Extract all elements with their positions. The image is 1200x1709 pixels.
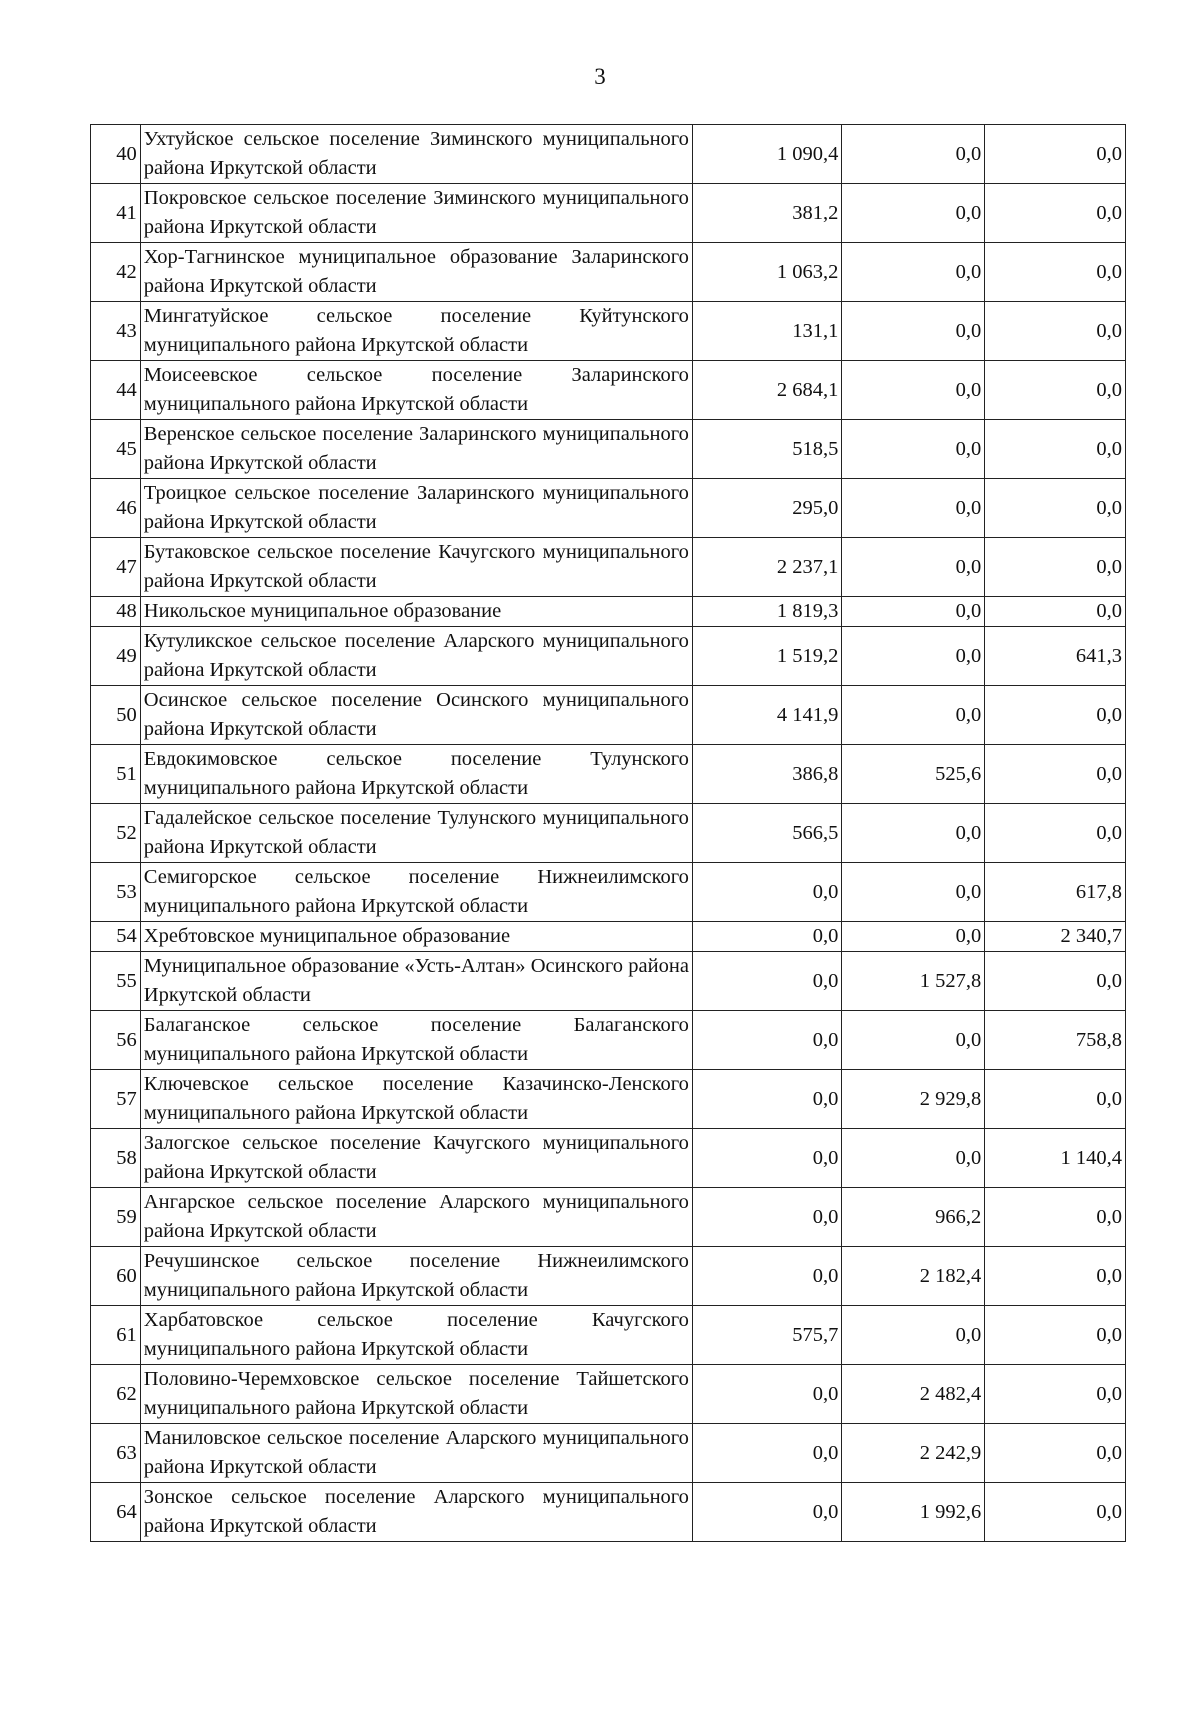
value-cell-2: 0,0 bbox=[842, 302, 985, 361]
value-cell-2: 0,0 bbox=[842, 479, 985, 538]
row-number-cell: 64 bbox=[91, 1483, 141, 1542]
municipality-name-cell: Троицкое сельское поселение Заларинского муниципального района Иркутской области bbox=[140, 479, 692, 538]
value-cell-2: 0,0 bbox=[842, 243, 985, 302]
municipality-name-cell: Семигорское сельское поселение Нижнеилимского муниципального района Иркутской области bbox=[140, 863, 692, 922]
value-cell-3: 0,0 bbox=[985, 745, 1126, 804]
municipality-name-cell: Ухтуйское сельское поселение Зиминского муниципального района Иркутской области bbox=[140, 125, 692, 184]
value-cell-3: 0,0 bbox=[985, 1483, 1126, 1542]
municipality-name-cell: Евдокимовское сельское поселение Тулунского муниципального района Иркутской области bbox=[140, 745, 692, 804]
value-cell-2: 0,0 bbox=[842, 361, 985, 420]
municipality-name-cell: Гадалейское сельское поселение Тулунского муниципального района Иркутской области bbox=[140, 804, 692, 863]
value-cell-2: 0,0 bbox=[842, 922, 985, 952]
value-cell-3: 0,0 bbox=[985, 125, 1126, 184]
municipality-name-cell: Хребтовское муниципальное образование bbox=[140, 922, 692, 952]
municipality-name-cell: Половино-Черемховское сельское поселение Тайшетского муниципального района Иркутской области bbox=[140, 1365, 692, 1424]
value-cell-1: 0,0 bbox=[692, 1188, 841, 1247]
table-row bbox=[91, 1424, 1126, 1483]
value-cell-1: 566,5 bbox=[692, 804, 841, 863]
value-cell-1: 1 063,2 bbox=[692, 243, 841, 302]
value-cell-1: 381,2 bbox=[692, 184, 841, 243]
value-cell-3: 0,0 bbox=[985, 1247, 1126, 1306]
value-cell-3: 0,0 bbox=[985, 538, 1126, 597]
value-cell-3: 0,0 bbox=[985, 1365, 1126, 1424]
value-cell-1: 518,5 bbox=[692, 420, 841, 479]
table-row bbox=[91, 627, 1126, 686]
municipality-name-cell: Муниципальное образование «Усть-Алтан» Осинского района Иркутской области bbox=[140, 952, 692, 1011]
table-row bbox=[91, 922, 1126, 952]
value-cell-3: 0,0 bbox=[985, 804, 1126, 863]
table-row bbox=[91, 863, 1126, 922]
table-row bbox=[91, 1070, 1126, 1129]
row-number-cell: 57 bbox=[91, 1070, 141, 1129]
value-cell-3: 0,0 bbox=[985, 1424, 1126, 1483]
value-cell-2: 966,2 bbox=[842, 1188, 985, 1247]
row-number-cell: 48 bbox=[91, 597, 141, 627]
row-number-cell: 45 bbox=[91, 420, 141, 479]
value-cell-1: 575,7 bbox=[692, 1306, 841, 1365]
value-cell-3: 0,0 bbox=[985, 302, 1126, 361]
value-cell-2: 0,0 bbox=[842, 804, 985, 863]
value-cell-2: 2 482,4 bbox=[842, 1365, 985, 1424]
value-cell-2: 0,0 bbox=[842, 184, 985, 243]
municipality-name-cell: Хор-Тагнинское муниципальное образование Заларинского района Иркутской области bbox=[140, 243, 692, 302]
value-cell-2: 0,0 bbox=[842, 686, 985, 745]
value-cell-2: 0,0 bbox=[842, 597, 985, 627]
value-cell-3: 0,0 bbox=[985, 243, 1126, 302]
value-cell-1: 0,0 bbox=[692, 1247, 841, 1306]
table-row bbox=[91, 1129, 1126, 1188]
row-number-cell: 44 bbox=[91, 361, 141, 420]
row-number-cell: 40 bbox=[91, 125, 141, 184]
value-cell-2: 2 242,9 bbox=[842, 1424, 985, 1483]
value-cell-3: 1 140,4 bbox=[985, 1129, 1126, 1188]
value-cell-2: 525,6 bbox=[842, 745, 985, 804]
value-cell-1: 0,0 bbox=[692, 1365, 841, 1424]
value-cell-3: 0,0 bbox=[985, 1070, 1126, 1129]
row-number-cell: 60 bbox=[91, 1247, 141, 1306]
value-cell-1: 2 684,1 bbox=[692, 361, 841, 420]
table-row bbox=[91, 243, 1126, 302]
value-cell-1: 0,0 bbox=[692, 922, 841, 952]
municipality-name-cell: Кутуликское сельское поселение Аларского муниципального района Иркутской области bbox=[140, 627, 692, 686]
value-cell-1: 0,0 bbox=[692, 952, 841, 1011]
municipality-name-cell: Речушинское сельское поселение Нижнеилимского муниципального района Иркутской области bbox=[140, 1247, 692, 1306]
value-cell-1: 1 090,4 bbox=[692, 125, 841, 184]
row-number-cell: 43 bbox=[91, 302, 141, 361]
value-cell-1: 386,8 bbox=[692, 745, 841, 804]
value-cell-1: 0,0 bbox=[692, 863, 841, 922]
value-cell-2: 0,0 bbox=[842, 1129, 985, 1188]
table-row bbox=[91, 302, 1126, 361]
value-cell-3: 0,0 bbox=[985, 1188, 1126, 1247]
table-row bbox=[91, 1306, 1126, 1365]
table-row bbox=[91, 597, 1126, 627]
table-row bbox=[91, 125, 1126, 184]
value-cell-2: 0,0 bbox=[842, 627, 985, 686]
value-cell-1: 1 519,2 bbox=[692, 627, 841, 686]
table-row bbox=[91, 1011, 1126, 1070]
value-cell-1: 0,0 bbox=[692, 1129, 841, 1188]
value-cell-1: 295,0 bbox=[692, 479, 841, 538]
value-cell-3: 0,0 bbox=[985, 184, 1126, 243]
municipality-name-cell: Залогское сельское поселение Качугского муниципального района Иркутской области bbox=[140, 1129, 692, 1188]
value-cell-2: 0,0 bbox=[842, 125, 985, 184]
value-cell-3: 2 340,7 bbox=[985, 922, 1126, 952]
allocation-table bbox=[90, 124, 1126, 1542]
value-cell-3: 0,0 bbox=[985, 479, 1126, 538]
municipality-name-cell: Маниловское сельское поселение Аларского муниципального района Иркутской области bbox=[140, 1424, 692, 1483]
municipality-name-cell: Покровское сельское поселение Зиминского муниципального района Иркутской области bbox=[140, 184, 692, 243]
table-body bbox=[91, 125, 1126, 1542]
value-cell-1: 0,0 bbox=[692, 1011, 841, 1070]
value-cell-1: 131,1 bbox=[692, 302, 841, 361]
value-cell-1: 4 141,9 bbox=[692, 686, 841, 745]
row-number-cell: 41 bbox=[91, 184, 141, 243]
value-cell-2: 2 929,8 bbox=[842, 1070, 985, 1129]
value-cell-3: 0,0 bbox=[985, 952, 1126, 1011]
row-number-cell: 54 bbox=[91, 922, 141, 952]
row-number-cell: 63 bbox=[91, 1424, 141, 1483]
value-cell-3: 641,3 bbox=[985, 627, 1126, 686]
value-cell-2: 1 527,8 bbox=[842, 952, 985, 1011]
table-row bbox=[91, 361, 1126, 420]
value-cell-3: 758,8 bbox=[985, 1011, 1126, 1070]
row-number-cell: 53 bbox=[91, 863, 141, 922]
table-row bbox=[91, 686, 1126, 745]
municipality-name-cell: Никольское муниципальное образование bbox=[140, 597, 692, 627]
municipality-name-cell: Зонское сельское поселение Аларского муниципального района Иркутской области bbox=[140, 1483, 692, 1542]
value-cell-3: 0,0 bbox=[985, 420, 1126, 479]
value-cell-2: 2 182,4 bbox=[842, 1247, 985, 1306]
municipality-name-cell: Веренское сельское поселение Заларинского муниципального района Иркутской области bbox=[140, 420, 692, 479]
value-cell-3: 0,0 bbox=[985, 597, 1126, 627]
page-number: 3 bbox=[594, 64, 606, 89]
value-cell-3: 0,0 bbox=[985, 686, 1126, 745]
row-number-cell: 56 bbox=[91, 1011, 141, 1070]
table-row bbox=[91, 1483, 1126, 1542]
value-cell-2: 0,0 bbox=[842, 1306, 985, 1365]
municipality-name-cell: Моисеевское сельское поселение Заларинского муниципального района Иркутской области bbox=[140, 361, 692, 420]
table-row bbox=[91, 952, 1126, 1011]
value-cell-3: 617,8 bbox=[985, 863, 1126, 922]
row-number-cell: 50 bbox=[91, 686, 141, 745]
value-cell-2: 0,0 bbox=[842, 1011, 985, 1070]
row-number-cell: 51 bbox=[91, 745, 141, 804]
value-cell-1: 0,0 bbox=[692, 1483, 841, 1542]
table-row bbox=[91, 804, 1126, 863]
value-cell-1: 0,0 bbox=[692, 1424, 841, 1483]
table-row bbox=[91, 538, 1126, 597]
row-number-cell: 46 bbox=[91, 479, 141, 538]
table-row bbox=[91, 420, 1126, 479]
municipality-name-cell: Ангарское сельское поселение Аларского муниципального района Иркутской области bbox=[140, 1188, 692, 1247]
municipality-name-cell: Балаганское сельское поселение Балаганского муниципального района Иркутской области bbox=[140, 1011, 692, 1070]
table-row bbox=[91, 1247, 1126, 1306]
municipality-name-cell: Бутаковское сельское поселение Качугского муниципального района Иркутской области bbox=[140, 538, 692, 597]
value-cell-3: 0,0 bbox=[985, 361, 1126, 420]
row-number-cell: 58 bbox=[91, 1129, 141, 1188]
value-cell-2: 1 992,6 bbox=[842, 1483, 985, 1542]
table-row bbox=[91, 1365, 1126, 1424]
municipality-name-cell: Харбатовское сельское поселение Качугского муниципального района Иркутской области bbox=[140, 1306, 692, 1365]
row-number-cell: 47 bbox=[91, 538, 141, 597]
row-number-cell: 49 bbox=[91, 627, 141, 686]
value-cell-2: 0,0 bbox=[842, 863, 985, 922]
table-row bbox=[91, 184, 1126, 243]
row-number-cell: 59 bbox=[91, 1188, 141, 1247]
value-cell-3: 0,0 bbox=[985, 1306, 1126, 1365]
table-row bbox=[91, 1188, 1126, 1247]
row-number-cell: 52 bbox=[91, 804, 141, 863]
value-cell-2: 0,0 bbox=[842, 420, 985, 479]
row-number-cell: 62 bbox=[91, 1365, 141, 1424]
value-cell-2: 0,0 bbox=[842, 538, 985, 597]
row-number-cell: 61 bbox=[91, 1306, 141, 1365]
table-row bbox=[91, 745, 1126, 804]
municipality-name-cell: Осинское сельское поселение Осинского муниципального района Иркутской области bbox=[140, 686, 692, 745]
value-cell-1: 2 237,1 bbox=[692, 538, 841, 597]
table-row bbox=[91, 479, 1126, 538]
value-cell-1: 1 819,3 bbox=[692, 597, 841, 627]
municipality-name-cell: Мингатуйское сельское поселение Куйтунского муниципального района Иркутской области bbox=[140, 302, 692, 361]
row-number-cell: 55 bbox=[91, 952, 141, 1011]
value-cell-1: 0,0 bbox=[692, 1070, 841, 1129]
municipality-name-cell: Ключевское сельское поселение Казачинско-Ленского муниципального района Иркутской области bbox=[140, 1070, 692, 1129]
row-number-cell: 42 bbox=[91, 243, 141, 302]
